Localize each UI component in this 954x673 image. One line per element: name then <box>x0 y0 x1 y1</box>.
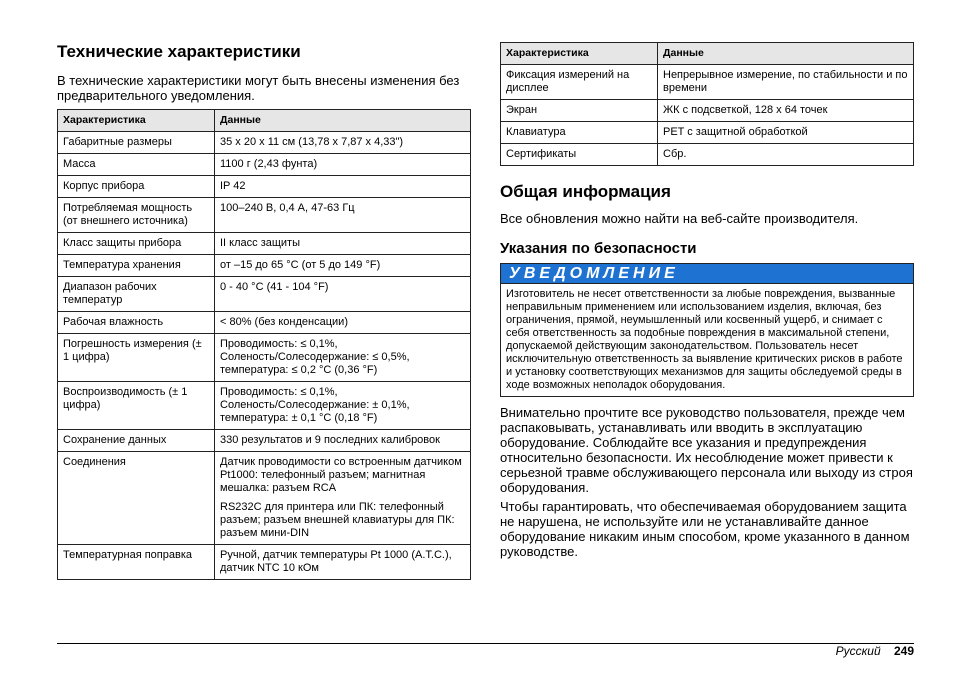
row-data <box>215 452 471 545</box>
section-title-general: Общая информация <box>500 182 671 201</box>
table-row <box>58 334 471 382</box>
footer-divider <box>57 643 914 644</box>
column-header-data: Данные <box>215 110 471 132</box>
row-characteristic: Температура хранения <box>58 255 215 277</box>
row-characteristic: Соединения <box>58 452 215 545</box>
table-row <box>58 277 471 312</box>
row-characteristic: Температурная поправка <box>58 545 215 580</box>
row-data: Непрерывное измерение, по стабильности и по времени <box>658 65 914 100</box>
row-data: PET с защитной обработкой <box>658 122 914 144</box>
row-characteristic: Экран <box>501 100 658 122</box>
row-data-line: Датчик проводимости со встроенным датчиком Pt1000: телефонный разъем; магнитная мешалка: разъем RCA <box>220 456 462 494</box>
table-row <box>501 144 914 166</box>
table-row <box>58 545 471 580</box>
row-characteristic: Сертификаты <box>501 144 658 166</box>
notice-label: УВЕДОМЛЕНИЕ <box>500 263 914 284</box>
column-header-data: Данные <box>658 43 914 65</box>
notice-box <box>500 263 914 397</box>
table-header-row <box>501 43 914 65</box>
specifications-intro: В технические характеристики могут быть внесены изменения без предварительного уведомления. <box>57 73 460 103</box>
row-data: Ручной, датчик температуры Pt 1000 (A.T.C.), датчик NTC 10 кОм <box>215 545 471 580</box>
table-row <box>58 382 471 430</box>
row-data-line: RS232C для принтера или ПК: телефонный разъем; разъем внешней клавиатуры для ПК: разъем мини-DIN <box>220 501 455 539</box>
page-number: 249 <box>893 644 914 658</box>
row-characteristic: Клавиатура <box>501 122 658 144</box>
row-characteristic: Сохранение данных <box>58 430 215 452</box>
safety-paragraph-1: Внимательно прочтите все руководство пользователя, прежде чем распаковывать, устанавливать или вводить в эксплуатацию оборудование. Соблюдайте все указания и предупреждения относительно безопасности. Их несоблюдение может привести к серьезной травме обслуживающего персонала или выходу из строя оборудования. <box>500 405 913 495</box>
right-column <box>500 42 914 559</box>
row-characteristic: Фиксация измерений на дисплее <box>501 65 658 100</box>
row-data: ЖК с подсветкой, 128 x 64 точек <box>658 100 914 122</box>
section-title-safety: Указания по безопасности <box>500 240 697 257</box>
specifications-table-continued <box>500 42 914 166</box>
footer-language: Русский <box>835 644 881 658</box>
row-data: Проводимость: ≤ 0,1%, Соленость/Солесодержание: ± 0,1%, температура: ± 0,1 °C (0,18 °F) <box>215 382 471 430</box>
page-footer <box>836 644 914 658</box>
row-data: 1100 г (2,43 фунта) <box>215 154 471 176</box>
row-characteristic: Диапазон рабочих температур <box>58 277 215 312</box>
row-characteristic: Габаритные размеры <box>58 132 215 154</box>
table-row <box>501 65 914 100</box>
left-column <box>57 42 471 580</box>
table-row <box>58 255 471 277</box>
table-row <box>58 452 471 545</box>
safety-paragraph-2: Чтобы гарантировать, что обеспечиваемая оборудованием защита не нарушена, не используйте или не устанавливайте данное оборудование никаким иным способом, кроме указанного в данном руководстве. <box>500 499 910 559</box>
general-info-text: Все обновления можно найти на веб-сайте производителя. <box>500 211 859 226</box>
row-data: 100–240 В, 0,4 А, 47-63 Гц <box>215 198 471 233</box>
row-characteristic: Рабочая влажность <box>58 312 215 334</box>
column-header-characteristic: Характеристика <box>501 43 658 65</box>
row-characteristic: Корпус прибора <box>58 176 215 198</box>
table-row <box>58 176 471 198</box>
row-characteristic: Потребляемая мощность (от внешнего источника) <box>58 198 215 233</box>
specifications-table <box>57 109 471 580</box>
column-header-characteristic: Характеристика <box>58 110 215 132</box>
table-row <box>58 198 471 233</box>
row-characteristic: Воспроизводимость (± 1 цифра) <box>58 382 215 430</box>
row-characteristic: Погрешность измерения (± 1 цифра) <box>58 334 215 382</box>
notice-text: Изготовитель не несет ответственности за любые повреждения, вызванные неправильным применением или использованием изделия, включая, без ограничения, прямой, неумышленный или косвенный ущерб, и снимает с себя ответственность за подобные повреждения в максимальной степени, допускаемой действующим законодательством. Пользователь несет исключительную ответственность за выявление критических рисков в работе и установку соответствующих механизмов для защиты обследуемой среды в ходе возможных неполадок оборудования. <box>500 284 914 397</box>
row-data: от –15 до 65 °C (от 5 до 149 °F) <box>215 255 471 277</box>
table-row <box>58 430 471 452</box>
table-row <box>501 122 914 144</box>
row-data: 0 - 40 °C (41 - 104 °F) <box>215 277 471 312</box>
table-row <box>58 233 471 255</box>
table-row <box>58 154 471 176</box>
section-title-specifications: Технические характеристики <box>57 42 301 61</box>
row-characteristic: Масса <box>58 154 215 176</box>
row-data: < 80% (без конденсации) <box>215 312 471 334</box>
row-data: II класс защиты <box>215 233 471 255</box>
table-header-row <box>58 110 471 132</box>
table-row <box>501 100 914 122</box>
row-data: IP 42 <box>215 176 471 198</box>
row-data: 35 x 20 x 11 см (13,78 x 7,87 x 4,33") <box>215 132 471 154</box>
table-row <box>58 312 471 334</box>
row-characteristic: Класс защиты прибора <box>58 233 215 255</box>
row-data: Проводимость: ≤ 0,1%, Соленость/Солесодержание: ≤ 0,5%, температура: ≤ 0,2 °C (0,36 °F) <box>215 334 471 382</box>
row-data: Сбр. <box>658 144 914 166</box>
row-data: 330 результатов и 9 последних калибровок <box>215 430 471 452</box>
table-row <box>58 132 471 154</box>
